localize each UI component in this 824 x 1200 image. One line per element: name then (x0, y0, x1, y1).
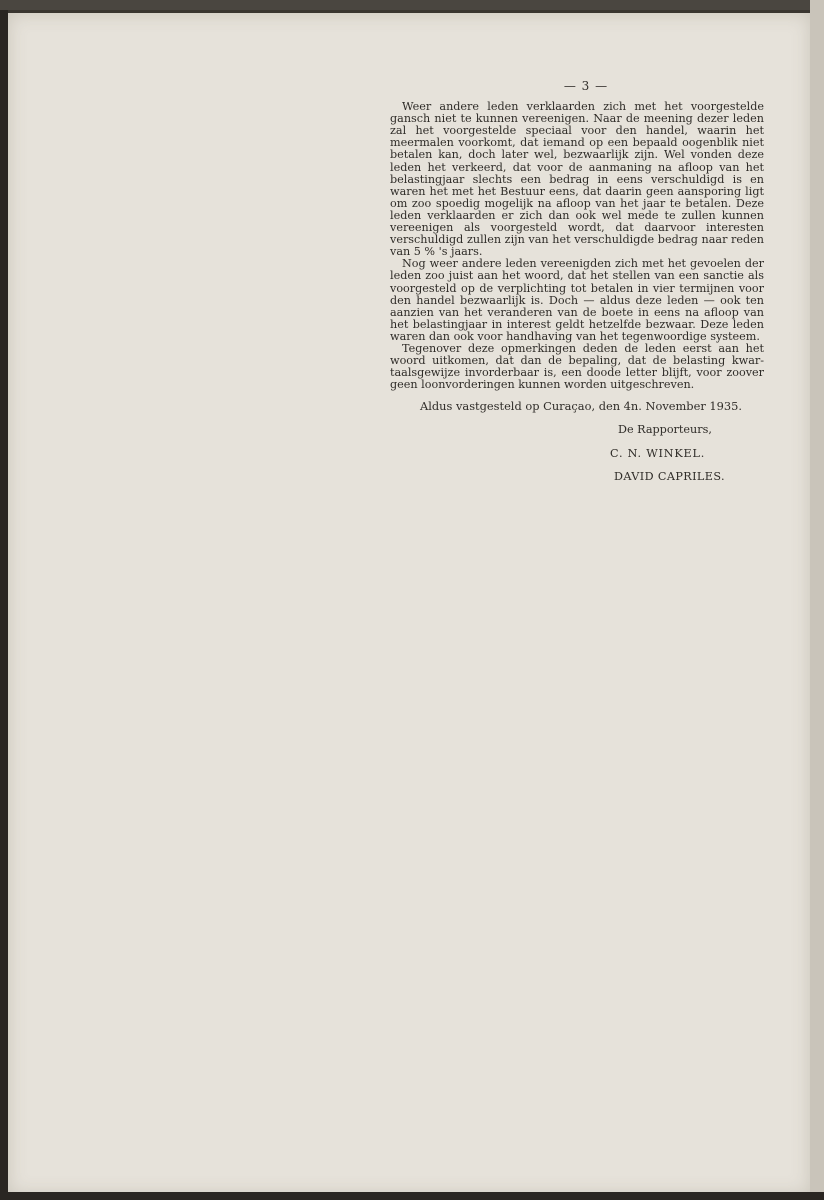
signature-name-capriles: DAVID CAPRILES. (614, 469, 725, 483)
page-number: — 3 — (563, 79, 609, 93)
scan-top-edge (0, 0, 824, 10)
paragraph-1: Weer andere leden verklaarden zich met het voorgestelde gansch niet te kunnen vereenigen. Naar de meening dezer leden zal het voorgestelde speciaal voor den handel, waarin het meermalen voorkomt, dat iemand op een bepaald oogenblik niet betalen kan, doch later wel, bezwaarlijk zijn. Wel vonden deze leden het verkeerd, dat voor de aanmaning na afloop van het belastingjaar slechts een bedrag in eens verschuldigd is en waren het met het Bestuur eens, dat daarin geen aansporing ligt om zoo spoedig mogelijk na afloop van het jaar te betalen. Deze leden verklaarden er zich dan ook wel mede te zullen kunnen vereenigen als voorgesteld wordt, dat daarvoor interesten verschuldigd zullen zijn van het verschuldigde bedrag naar reden van 5 % 's jaars. (390, 100, 764, 259)
scan-right-edge (810, 0, 824, 1200)
signature-role: De Rapporteurs, (618, 423, 712, 437)
paragraph-3: Tegenover deze opmerkingen deden de leden eerst aan het woord uitkomen, dat dan de bepaling, dat de belasting kwartaalsgewijze invorderbaar is, een doode letter blijft, voor zoover geen loonvorderingen kunnen worden uitgeschreven. (390, 341, 764, 392)
scan-bottom-edge (0, 1192, 824, 1200)
closing-line: Aldus vastgesteld op Curaçao, den 4n. November 1935. (420, 399, 743, 414)
signature-name-winkel: C. N. WINKEL. (610, 446, 706, 460)
paragraph-2: Nog weer andere leden vereenigden zich met het gevoelen der leden zoo juist aan het woord, dat het stellen van een sanctie als voorgesteld op de verplichting tot betalen in vier termijnen voor den handel bezwaarlijk is. Doch — aldus deze leden — ook ten aanzien van het veranderen van de boete in eens na afloop van het belastingjaar in interest geldt hetzelfde bezwaar. Deze leden waren dan ook voor handhaving van het tegenwoordige systeem. (390, 257, 764, 343)
text-column (390, 80, 764, 483)
